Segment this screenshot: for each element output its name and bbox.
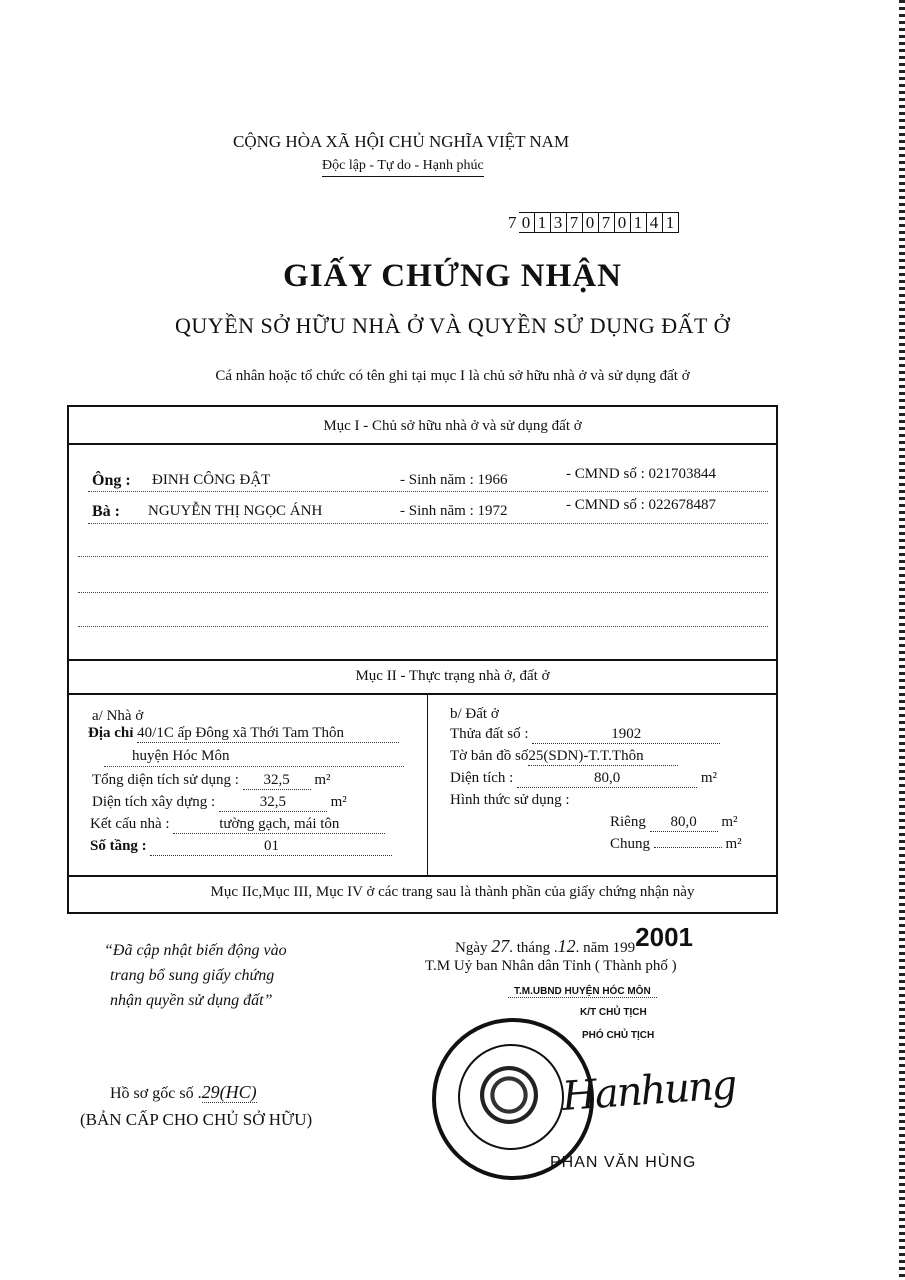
house-address-line1: 40/1C ấp Đông xã Thới Tam Thôn — [137, 725, 399, 743]
table-divider — [69, 875, 776, 877]
owner-birth-year: - Sinh năm : 1966 — [400, 472, 508, 488]
usage-form-label: Hình thức sử dụng : — [450, 792, 570, 808]
issuing-authority: T.M Uỷ ban Nhân dân Tỉnh ( Thành phố ) — [425, 958, 677, 974]
signature: Hanhung — [560, 1062, 737, 1120]
copy-note: (BẢN CẤP CHO CHỦ SỞ HỮU) — [80, 1110, 313, 1129]
private-use — [610, 814, 738, 832]
shared-use — [610, 836, 742, 853]
original-file-number — [110, 1082, 257, 1103]
dotted-line — [78, 556, 768, 557]
serial-digit: 1 — [631, 212, 647, 233]
area-unit: m² — [700, 770, 717, 786]
private-use-label: Riêng — [610, 814, 646, 830]
national-emblem-icon — [480, 1066, 538, 1124]
issue-date — [455, 922, 693, 959]
certificate-intro: Cá nhân hoặc tổ chức có tên ghi tại mục I là chủ sở hữu nhà ở và sử dụng đất ở — [215, 368, 690, 384]
serial-digit: 7 — [599, 212, 615, 233]
file-number-value: 29(HC) — [201, 1082, 257, 1102]
house-structure-label: Kết cấu nhà : — [90, 816, 170, 832]
table-divider — [69, 659, 776, 661]
plot-number-value: 1902 — [532, 726, 720, 744]
date-day: 27 — [491, 936, 510, 956]
owner-id-number: - CMND số : 021703844 — [566, 466, 717, 482]
house-structure-value: tường gạch, mái tôn — [173, 816, 385, 834]
serial-first-digit: 7 — [508, 212, 517, 232]
dotted-line — [78, 592, 768, 593]
land-label: b/ Đất ở — [450, 706, 499, 722]
usable-area — [92, 772, 331, 790]
serial-digit: 0 — [615, 212, 631, 233]
serial-digit: 1 — [663, 212, 679, 233]
map-sheet-label: Tờ bản đồ số — [450, 748, 529, 764]
owner-prefix: Ông : — [92, 472, 131, 489]
certificate-title: GIẤY CHỨNG NHẬN — [283, 258, 622, 294]
dotted-line — [104, 766, 404, 767]
map-sheet-value: 25(SDN)-T.T.Thôn — [528, 748, 678, 766]
usable-area-label: Tổng diện tích sử dụng : — [92, 772, 239, 788]
house-address-label: Địa chỉ — [88, 725, 134, 741]
area-unit: m² — [721, 814, 738, 830]
owner-birth-year: - Sinh năm : 1972 — [400, 503, 508, 519]
area-unit: m² — [330, 794, 347, 810]
serial-number — [508, 212, 679, 233]
scan-edge — [899, 0, 905, 1280]
table-column-divider — [427, 693, 428, 875]
table-divider — [69, 443, 776, 445]
land-area-value: 80,0 — [517, 770, 697, 788]
table-divider — [69, 693, 776, 695]
owner-name: NGUYỄN THỊ NGỌC ÁNH — [148, 503, 323, 519]
date-year: 2001 — [635, 922, 693, 952]
floor-count-value: 01 — [150, 838, 392, 856]
construction-area — [92, 794, 347, 812]
update-note-line: nhận quyền sử dụng đất” — [110, 992, 273, 1009]
date-month: 12 — [557, 936, 576, 956]
dotted-line — [88, 491, 768, 492]
serial-digit: 0 — [583, 212, 599, 233]
area-unit: m² — [314, 772, 331, 788]
owner-prefix: Bà : — [92, 503, 120, 520]
plot-number — [450, 726, 720, 744]
floor-count-label: Số tầng : — [90, 838, 147, 854]
land-area — [450, 770, 717, 788]
update-note-line: “Đã cập nhật biến động vào — [104, 942, 287, 959]
section2-heading: Mục II - Thực trạng nhà ở, đất ở — [355, 668, 550, 684]
shared-use-label: Chung — [610, 836, 651, 852]
construction-area-label: Diện tích xây dựng : — [92, 794, 216, 810]
private-use-value: 80,0 — [650, 814, 718, 832]
house-structure — [90, 816, 385, 834]
date-month-label: . tháng . — [509, 940, 558, 956]
country-name: CỘNG HÒA XÃ HỘI CHỦ NGHĨA VIỆT NAM — [233, 132, 570, 151]
file-number-label: Hồ sơ gốc số . — [110, 1085, 202, 1102]
stamp-line-3: PHÓ CHỦ TỊCH — [582, 1030, 655, 1041]
date-prefix: Ngày — [455, 940, 488, 956]
map-sheet — [450, 748, 678, 766]
area-unit: m² — [725, 836, 742, 852]
owner-id-number: - CMND số : 022678487 — [566, 497, 717, 513]
stamp-line-1: T.M.UBND HUYỆN HÓC MÔN — [508, 986, 657, 998]
shared-use-value — [654, 847, 722, 848]
land-area-label: Diện tích : — [450, 770, 514, 786]
section1-heading: Mục I - Chủ sở hữu nhà ở và sử dụng đất ở — [323, 418, 582, 434]
dotted-line — [78, 626, 768, 627]
stamp-line-2: K/T CHỦ TỊCH — [580, 1007, 647, 1018]
floor-count — [90, 838, 392, 856]
certificate-subtitle: QUYỀN SỞ HỮU NHÀ Ở VÀ QUYỀN SỬ DỤNG ĐẤT Ở — [175, 313, 730, 338]
usable-area-value: 32,5 — [243, 772, 311, 790]
update-note-line: trang bổ sung giấy chứng — [110, 967, 275, 984]
construction-area-value: 32,5 — [219, 794, 327, 812]
date-year-label: . năm 199 — [575, 940, 636, 956]
serial-digit: 3 — [551, 212, 567, 233]
plot-number-label: Thửa đất số : — [450, 726, 529, 742]
serial-digit: 7 — [567, 212, 583, 233]
dotted-line — [88, 523, 768, 524]
house-address — [88, 725, 399, 743]
national-motto: Độc lập - Tự do - Hạnh phúc — [322, 158, 484, 177]
house-label: a/ Nhà ở — [92, 708, 144, 724]
owner-name: ĐINH CÔNG ĐẬT — [152, 472, 271, 488]
serial-digit: 1 — [535, 212, 551, 233]
signer-name: PHAN VĂN HÙNG — [550, 1154, 697, 1171]
serial-digit: 0 — [519, 212, 535, 233]
section2-footer-note: Mục IIc,Mục III, Mục IV ở các trang sau là thành phần của giấy chứng nhận này — [210, 884, 695, 900]
serial-digit: 4 — [647, 212, 663, 233]
house-address-line2: huyện Hóc Môn — [132, 748, 230, 764]
